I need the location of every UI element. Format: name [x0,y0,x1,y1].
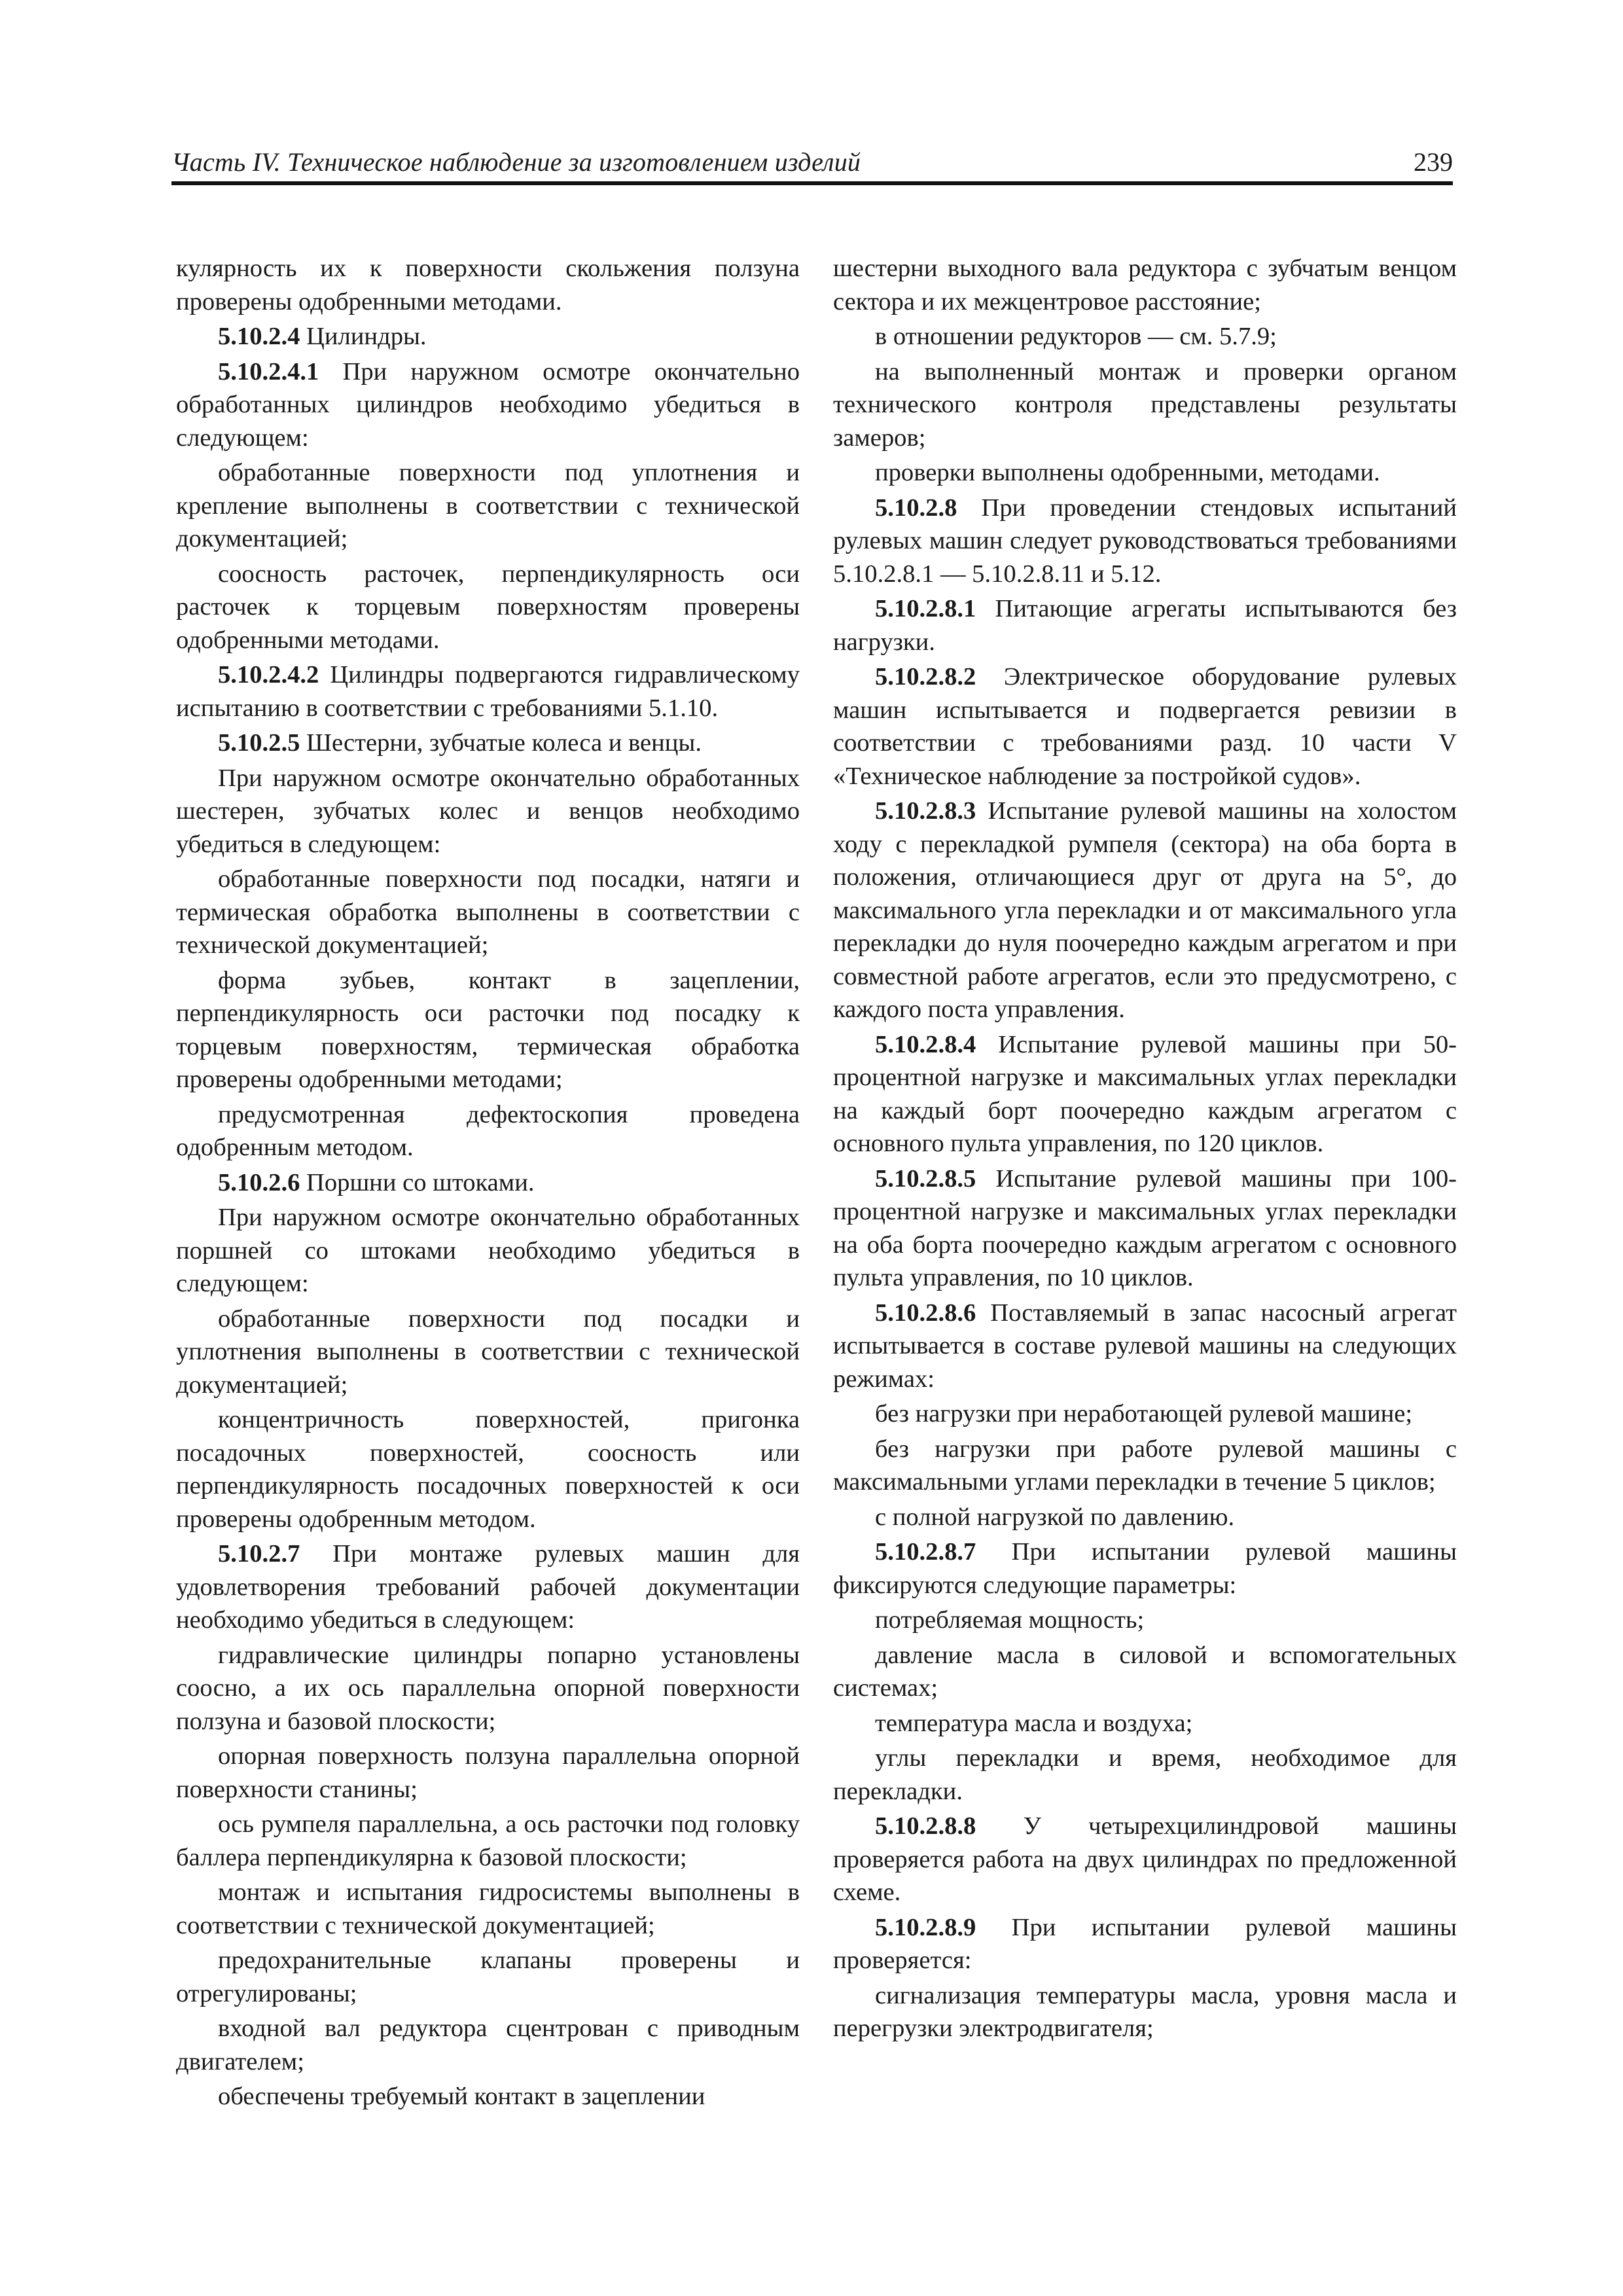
paragraph [833,1297,1457,1396]
clause-number: 5.10.2.8.7 [875,1538,976,1566]
paragraph [833,795,1457,1026]
paragraph [176,2012,800,2078]
paragraph-text: проверки выполнены одобренными, методами. [875,459,1380,486]
paragraph-text: углы перекладки и время, необходимое для перекладки. [833,1744,1457,1805]
paragraph [176,1876,800,1942]
paragraph [833,1979,1457,2045]
paragraph-text: При испытании рулевой машины фиксируются следующие параметры: [833,1538,1457,1599]
clause-number: 5.10.2.8.1 [875,595,976,622]
paragraph [833,1604,1457,1637]
paragraph-text: монтаж и испытания гидросистемы выполнены в соответствии с технической документацией; [176,1878,800,1939]
paragraph-text: Поставляемый в запас насосный агрегат испытывается в составе рулевой машины на следующих режимах: [833,1299,1457,1393]
paragraph-text: При испытании рулевой машины проверяется: [833,1913,1457,1974]
paragraph-text: кулярность их к поверхности скольжения ползуна проверены одобренными методами. [176,255,800,315]
paragraph [833,1707,1457,1740]
paragraph-text: сигнализация температуры масла, уровня масла и перегрузки электродвигателя; [833,1981,1457,2042]
clause-number: 5.10.2.8.8 [875,1812,976,1840]
paragraph [833,1433,1457,1499]
paragraph [176,320,800,353]
paragraph-text: При наружном осмотре окончательно обработанных шестерен, зубчатых колес и венцов необходимо убедиться в следующем: [176,764,800,858]
paragraph-text: гидравлические цилиндры попарно установлены соосно, а их ось параллельна опорной поверхности ползуна и базовой плоскости; [176,1641,800,1735]
paragraph [833,1028,1457,1160]
paragraph [176,726,800,760]
paragraph [833,252,1457,318]
paragraph-text: потребляемая мощность; [875,1606,1145,1634]
clause-number: 5.10.2.4.1 [218,357,319,386]
paragraph-text: Испытание рулевой машины при 50-процентной нагрузке и максимальных углах перекладки на каждый борт поочередно каждым агрегатом с основного пульта управления, по 120 циклов. [833,1030,1457,1157]
paragraph-text: Испытание рулевой машины при 100-процентной нагрузке и максимальных углах перекладки на оба борта поочередно каждым агрегатом с основного пульта управления, по 10 циклов. [833,1164,1457,1291]
left-column [176,252,800,2115]
page-number: 239 [1414,147,1453,177]
paragraph-text: с полной нагрузкой по давлению. [875,1503,1235,1531]
paragraph-text: температура масла и воздуха; [875,1709,1193,1737]
paragraph-text: Цилиндры подвергаются гидравлическому испытанию в соответствии с требованиями 5.1.10. [176,661,800,722]
paragraph [176,1166,800,1200]
clause-number: 5.10.2.4 [218,323,300,350]
paragraph [176,1639,800,1738]
paragraph-text: обработанные поверхности под уплотнения и крепление выполнены в соответствии с технической документацией; [176,459,800,552]
clause-number: 5.10.2.8.4 [875,1030,976,1058]
paragraph-text: Испытание рулевой машины на холостом ходу с перекладкой румпеля (сектора) на оба борта в положения, отличающиеся друг от друга на 5°, до максимального угла перекладки и от максимального угла перекладки до нуля поочередно каждым агрегатом и при совместной работе агрегатов, если это предусмотрено, с каждого поста управления. [833,797,1457,1023]
paragraph [833,1397,1457,1431]
paragraph-text: входной вал редуктора сцентрован с приводным двигателем; [176,2015,800,2075]
clause-number: 5.10.2.4.2 [218,661,319,689]
paragraph-text: обработанные поверхности под посадки, натяги и термическая обработка выполнены в соответствии с технической документацией; [176,865,800,959]
paragraph-text: Шестерни, зубчатые колеса и венцы. [300,729,702,757]
paragraph-text: При наружном осмотре окончательно обработанных поршней со штоками необходимо убедиться в следующем: [176,1204,800,1297]
clause-number: 5.10.2.6 [218,1168,300,1196]
paragraph [833,660,1457,793]
paragraph-text: шестерни выходного вала редуктора с зубчатым венцом сектора и их межцентровое расстояние; [833,255,1457,315]
clause-number: 5.10.2.7 [218,1540,300,1568]
paragraph [176,1808,800,1874]
paragraph [176,1098,800,1164]
paragraph-text: без нагрузки при неработающей рулевой машине; [875,1400,1413,1427]
paragraph [176,964,800,1096]
paragraph [833,320,1457,353]
paragraph-text: обработанные поверхности под посадки и уплотнения выполнены в соответствии с технической документацией; [176,1304,800,1399]
paragraph [833,492,1457,591]
paragraph-text: При проведении стендовых испытаний рулевых машин следует руководствоваться требованиями 5.10.2.8.1 — 5.10.2.8.11 и 5.12. [833,493,1457,588]
paragraph [176,1944,800,2010]
paragraph [176,1302,800,1402]
clause-number: 5.10.2.8.5 [875,1164,976,1193]
paragraph [176,355,800,455]
paragraph-text: предусмотренная дефектоскопия проведена одобренным методом. [176,1100,800,1161]
paragraph [833,1501,1457,1534]
paragraph-text: При наружном осмотре окончательно обработанных цилиндров необходимо убедиться в следующем: [176,357,800,452]
paragraph [833,1535,1457,1602]
paragraph-text: При монтаже рулевых машин для удовлетворения требований рабочей документации необходимо убедиться в следующем: [176,1540,800,1634]
clause-number: 5.10.2.8.6 [875,1299,976,1327]
paragraph-text: форма зубьев, контакт в зацеплении, перпендикулярность оси расточки под посадку к торцевым поверхностям, термическая обработка проверены одобренными методами; [176,966,800,1093]
paragraph [176,1740,800,1806]
right-column [833,252,1457,2047]
paragraph-text: соосность расточек, перпендикулярность оси расточек к торцевым поверхностям проверены одобренными методами. [176,560,800,654]
paragraph-text: ось румпеля параллельна, а ось расточки под головку баллера перпендикулярна к базовой плоскости; [176,1810,800,1871]
paragraph [176,658,800,725]
paragraph [176,2080,800,2113]
paragraph-text: Питающие агрегаты испытываются без нагрузки. [833,595,1457,656]
paragraph-text: Цилиндры. [300,323,427,350]
header-title: Часть IV. Техническое наблюдение за изготовлением изделий [171,147,861,177]
paragraph [176,456,800,556]
clause-number: 5.10.2.8.2 [875,663,976,691]
paragraph [176,1537,800,1637]
paragraph [176,558,800,657]
paragraph [833,1911,1457,1977]
paragraph [176,1201,800,1300]
paragraph [833,355,1457,455]
paragraph-text: предохранительные клапаны проверены и отрегулированы; [176,1946,800,2007]
paragraph-text: Электрическое оборудование рулевых машин испытывается и подвергается ревизии в соответствии с требованиями разд. 10 части V «Техническое наблюдение за постройкой судов». [833,663,1457,790]
clause-number: 5.10.2.5 [218,729,300,757]
paragraph-text: в отношении редукторов — см. 5.7.9; [875,323,1277,350]
paragraph [833,1162,1457,1295]
paragraph-text: давление масла в силовой и вспомогательных системах; [833,1641,1457,1702]
paragraph [833,592,1457,658]
paragraph [176,1403,800,1535]
paragraph-text: на выполненный монтаж и проверки органом технического контроля представлены результаты замеров; [833,357,1457,452]
paragraph-text: без нагрузки при работе рулевой машины с максимальными углами перекладки в течение 5 циклов; [833,1435,1457,1496]
paragraph [176,863,800,962]
paragraph [833,456,1457,490]
paragraph-text: концентричность поверхностей, пригонка посадочных поверхностей, соосность или перпендикулярность посадочных поверхностей к оси проверены одобренным методом. [176,1406,800,1533]
paragraph-text: обеспечены требуемый контакт в зацеплении [218,2083,705,2110]
paragraph [833,1742,1457,1808]
paragraph-text: опорная поверхность ползуна параллельна опорной поверхности станины; [176,1742,800,1803]
paragraph [833,1810,1457,1909]
paragraph-text: Поршни со штоками. [300,1168,535,1196]
running-header [171,141,1453,185]
paragraph [176,252,800,318]
paragraph-text: У четырехцилиндровой машины проверяется работа на двух цилиндрах по предложенной схеме. [833,1812,1457,1906]
clause-number: 5.10.2.8.9 [875,1913,976,1941]
clause-number: 5.10.2.8 [875,493,957,522]
paragraph [176,762,800,861]
clause-number: 5.10.2.8.3 [875,797,976,825]
paragraph [833,1639,1457,1705]
